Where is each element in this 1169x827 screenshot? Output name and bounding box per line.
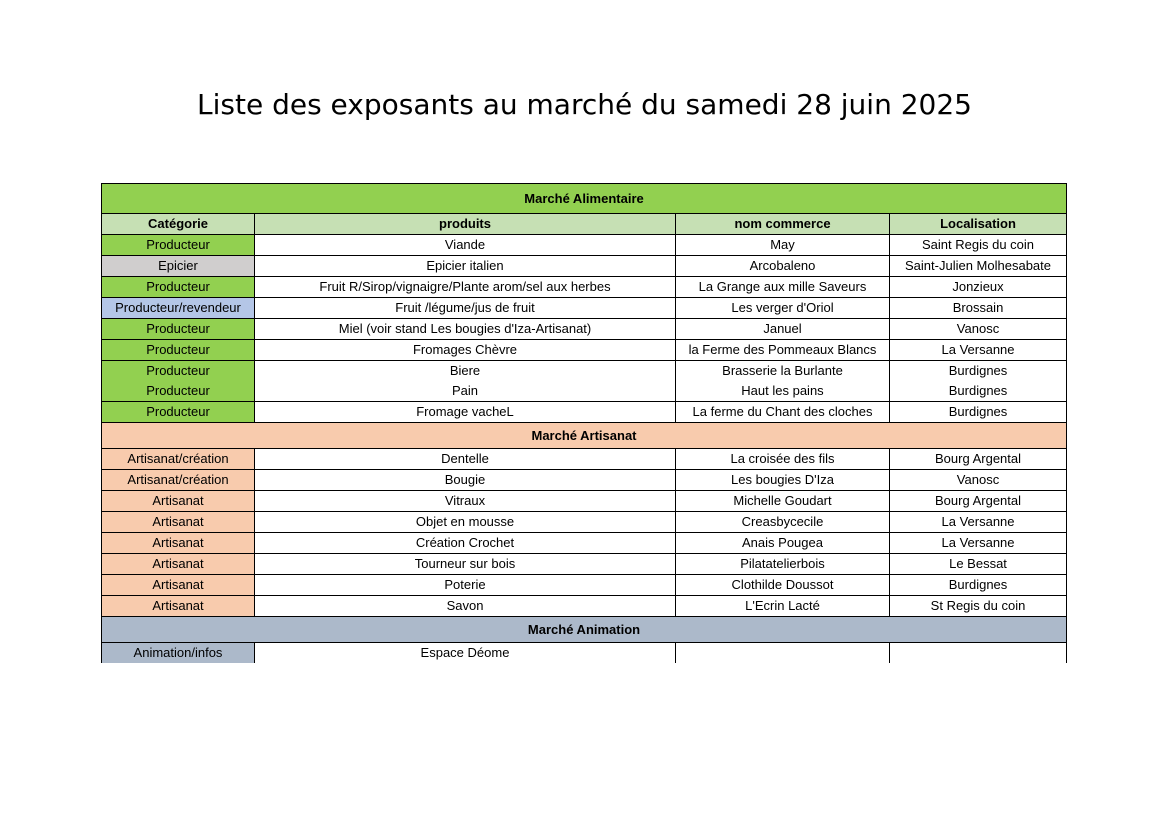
cell-localisation: St Regis du coin: [890, 596, 1067, 617]
table-row: [102, 533, 1067, 554]
cell-nom-commerce: Pilatatelierbois: [676, 554, 890, 575]
cell-categorie: Animation/infos: [102, 643, 255, 664]
cell-localisation: [890, 643, 1067, 664]
cell-nom-commerce: Haut les pains: [676, 381, 890, 402]
section-header-alimentaire: [102, 184, 1067, 214]
cell-produits: Epicier italien: [255, 256, 676, 277]
column-header-categorie: Catégorie: [102, 214, 255, 235]
cell-nom-commerce: La croisée des fils: [676, 449, 890, 470]
cell-nom-commerce: Anais Pougea: [676, 533, 890, 554]
cell-localisation: Saint Regis du coin: [890, 235, 1067, 256]
section-title: Marché Artisanat: [102, 423, 1067, 449]
cell-produits: Biere: [255, 361, 676, 382]
cell-nom-commerce: L'Ecrin Lacté: [676, 596, 890, 617]
cell-nom-commerce: Creasbycecile: [676, 512, 890, 533]
column-header-row: [102, 214, 1067, 235]
cell-nom-commerce: Les verger d'Oriol: [676, 298, 890, 319]
section-title: Marché Animation: [102, 617, 1067, 643]
table-row: [102, 449, 1067, 470]
table-row: [102, 361, 1067, 382]
cell-localisation: Bourg Argental: [890, 449, 1067, 470]
cell-nom-commerce: La Grange aux mille Saveurs: [676, 277, 890, 298]
cell-produits: Tourneur sur bois: [255, 554, 676, 575]
cell-produits: Dentelle: [255, 449, 676, 470]
cell-categorie: Producteur: [102, 340, 255, 361]
cell-produits: Poterie: [255, 575, 676, 596]
cell-nom-commerce: Januel: [676, 319, 890, 340]
cell-categorie: Artisanat: [102, 575, 255, 596]
cell-nom-commerce: Clothilde Doussot: [676, 575, 890, 596]
cell-produits: Miel (voir stand Les bougies d'Iza-Artisanat): [255, 319, 676, 340]
table-row: [102, 491, 1067, 512]
cell-categorie: Producteur: [102, 319, 255, 340]
cell-localisation: Le Bessat: [890, 554, 1067, 575]
cell-nom-commerce: Arcobaleno: [676, 256, 890, 277]
cell-categorie: Artisanat: [102, 554, 255, 575]
cell-nom-commerce: la Ferme des Pommeaux Blancs: [676, 340, 890, 361]
cell-produits: Espace Déome: [255, 643, 676, 664]
table-row: [102, 277, 1067, 298]
cell-produits: Fromages Chèvre: [255, 340, 676, 361]
section-header-artisanat: [102, 423, 1067, 449]
cell-nom-commerce: May: [676, 235, 890, 256]
cell-localisation: Saint-Julien Molhesabate: [890, 256, 1067, 277]
cell-categorie: Producteur/revendeur: [102, 298, 255, 319]
cell-produits: Vitraux: [255, 491, 676, 512]
cell-localisation: La Versanne: [890, 533, 1067, 554]
cell-categorie: Producteur: [102, 402, 255, 423]
cell-produits: Bougie: [255, 470, 676, 491]
cell-produits: Pain: [255, 381, 676, 402]
cell-categorie: Artisanat/création: [102, 449, 255, 470]
cell-categorie: Artisanat/création: [102, 470, 255, 491]
table-row: [102, 402, 1067, 423]
cell-localisation: Jonzieux: [890, 277, 1067, 298]
cell-localisation: Burdignes: [890, 361, 1067, 382]
table-row: [102, 319, 1067, 340]
cell-nom-commerce: [676, 643, 890, 664]
section-title: Marché Alimentaire: [102, 184, 1067, 214]
table-row: [102, 512, 1067, 533]
table-row: [102, 256, 1067, 277]
table-row: [102, 298, 1067, 319]
cell-localisation: Burdignes: [890, 402, 1067, 423]
cell-produits: Objet en mousse: [255, 512, 676, 533]
cell-produits: Fruit /légume/jus de fruit: [255, 298, 676, 319]
cell-localisation: Brossain: [890, 298, 1067, 319]
table-row: [102, 470, 1067, 491]
exhibitor-table: [101, 183, 1067, 663]
column-header-localisation: Localisation: [890, 214, 1067, 235]
cell-localisation: Bourg Argental: [890, 491, 1067, 512]
cell-produits: Création Crochet: [255, 533, 676, 554]
table-row: [102, 643, 1067, 664]
column-header-nom-commerce: nom commerce: [676, 214, 890, 235]
cell-categorie: Producteur: [102, 235, 255, 256]
table-row: [102, 340, 1067, 361]
cell-categorie: Artisanat: [102, 512, 255, 533]
page-title: Liste des exposants au marché du samedi 28 juin 2025: [197, 88, 972, 121]
cell-categorie: Producteur: [102, 381, 255, 402]
cell-produits: Viande: [255, 235, 676, 256]
cell-categorie: Epicier: [102, 256, 255, 277]
cell-nom-commerce: La ferme du Chant des cloches: [676, 402, 890, 423]
cell-nom-commerce: Brasserie la Burlante: [676, 361, 890, 382]
cell-localisation: La Versanne: [890, 340, 1067, 361]
cell-produits: Fromage vacheL: [255, 402, 676, 423]
cell-nom-commerce: Michelle Goudart: [676, 491, 890, 512]
cell-categorie: Artisanat: [102, 491, 255, 512]
section-header-animation: [102, 617, 1067, 643]
table-row: [102, 235, 1067, 256]
table-row: [102, 381, 1067, 402]
cell-localisation: Vanosc: [890, 470, 1067, 491]
cell-produits: Savon: [255, 596, 676, 617]
cell-localisation: La Versanne: [890, 512, 1067, 533]
cell-localisation: Burdignes: [890, 575, 1067, 596]
cell-nom-commerce: Les bougies D'Iza: [676, 470, 890, 491]
cell-categorie: Artisanat: [102, 533, 255, 554]
table-row: [102, 575, 1067, 596]
table-row: [102, 554, 1067, 575]
cell-categorie: Producteur: [102, 361, 255, 382]
cell-localisation: Burdignes: [890, 381, 1067, 402]
cell-categorie: Producteur: [102, 277, 255, 298]
table-row: [102, 596, 1067, 617]
cell-localisation: Vanosc: [890, 319, 1067, 340]
cell-categorie: Artisanat: [102, 596, 255, 617]
cell-produits: Fruit R/Sirop/vignaigre/Plante arom/sel aux herbes: [255, 277, 676, 298]
column-header-produits: produits: [255, 214, 676, 235]
